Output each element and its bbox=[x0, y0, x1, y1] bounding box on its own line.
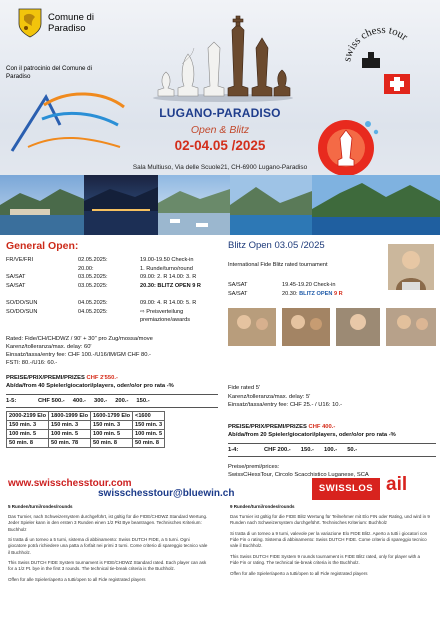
website-link[interactable]: www.swisschesstour.com bbox=[8, 478, 132, 489]
open-prizes bbox=[6, 374, 218, 390]
title-events: Open & Blitz bbox=[190, 124, 250, 136]
blitz-prizes bbox=[228, 423, 436, 439]
blitz-karenz: Karenz/tolleranza/max. delay: 5' bbox=[228, 393, 311, 400]
schedule-row: FR/VE/FRI 02.05.2025: 19.00-19.50 Check-in bbox=[6, 257, 194, 263]
title-dates: 02-04.05 /2025 bbox=[174, 138, 266, 153]
schedule-row: SA/SAT 03.05.2025: 20.30: BLITZ OPEN 9 R bbox=[6, 282, 201, 289]
schedule-row: premiazione/awards bbox=[140, 317, 191, 324]
ail-logo: ail bbox=[386, 474, 408, 495]
blitz-rounds-heading: 9 Runden/turni/rondes/rounds bbox=[230, 504, 295, 509]
open-fsti: FSTI: 80.-/U16: 60.- bbox=[6, 360, 58, 367]
schedule-row: SA/SAT 03.05.2025: 09.00: 2. R 14.00: 3. R bbox=[6, 274, 197, 281]
open-prizes-label: PREISE/PRIX/PREMI/PRIZES bbox=[6, 374, 85, 381]
blitz-prices-label: Preise/premi/prices: bbox=[228, 463, 280, 470]
open-description: 5 Runden/turni/rondes/rounds Das Turnier, nach Schweizersystem durchgeführt, ist gültig für die FIDE/CHDWZ Standard Wertung. Jeder Spieler kann in den ersten 3 Runden einen 1/2 Pkt Bye beantragen. Technisches Kriterium: Buchholz Si tratta di un torneo a 5 turni, sistema di abbinamento: Swiss DUTCH FIDE, a 5 turni. Ogni giocatore potrà richiedere una patta a forfait nei primi 3 turni. Come criterio di spareggio tecnico vale il Buchholz. This Swiss DUTCH FIDE System tournament is FIDE/CHDWZ Standard rated. Each player can ask for a 1/2 Pt. bye in the first 3 rounds. The technical tie-break criteria is the Buchholz. Offen für alle Spieler/aperto a tutti/open to all Fide registrated players bbox=[8, 504, 208, 582]
general-open-section bbox=[6, 240, 218, 448]
blitz-club: SwissCHessTour, Circolo Scacchistico Luganese, SCA bbox=[228, 472, 369, 478]
open-rules bbox=[6, 335, 218, 368]
comune-name: Comune di Paradiso bbox=[48, 12, 94, 34]
schedule-row: SA/SAT 20.30: BLITZ OPEN 9 R bbox=[228, 290, 343, 297]
blitz-subtitle: International Fide Blitz rated tournament bbox=[228, 262, 328, 268]
open-prizes-note: Ab/da/from 40 Spieler/giocatori/players, oder/o/or pro rata -% bbox=[6, 382, 174, 389]
chess-pieces-illustration bbox=[148, 8, 298, 103]
open-karenz: Karenz/tolleranza/max. delay: 60' bbox=[6, 343, 92, 350]
elo-prize-table bbox=[6, 411, 165, 448]
photo-lake-mountains bbox=[312, 175, 440, 235]
open-prizes-amount: CHF 2'550.- bbox=[86, 374, 118, 381]
coat-of-arms-icon bbox=[18, 8, 42, 38]
players-photo-strip bbox=[228, 308, 436, 346]
open-rated: Rated: Fide/CH/CHDWZ / 90' + 30'' pro Zug/mossa/move bbox=[6, 335, 153, 342]
blitz-description: 9 Runden/turni/rondes/rounds Das Turnier ist gültig für die FIDE Blitz Wertung für Teilnehmer mit Elo FIN oder Rating, und wird in 9 Runden nach Schweizersystem durchgeführt. Technisches Kriterium: Buchholz Si tratta di un torneo a 9 turni, valevole per la variazione Elo FIDE Blitz. Aperto a tutti i giocatori con Fide Fin o rating. Sistema di abbinamento: Swiss DUTCH FIDE. Come criterio di spareggio tecnico vale il Buchholz. This Swiss DUTCH FIDE System 9 rounds tournament is FIDE Blitz rated, only for player with a Fide Fin or rating. The technical tie-break criteria is the Buchholz. Offen für alle Spieler/aperto a tutti/open to all Fide registrated players bbox=[230, 504, 430, 576]
blitz-prize-row: 1-4: CHF 200.- 150.- 100.- 50.- bbox=[228, 447, 358, 453]
schedule-row bbox=[6, 290, 218, 299]
swiss-logo-text: swiss chess tour bbox=[341, 24, 410, 63]
blitz-title: Blitz Open 03.05 /2025 bbox=[228, 240, 325, 251]
open-rounds-heading: 5 Runden/turni/rondes/rounds bbox=[8, 504, 73, 509]
title-location: LUGANO-PARADISO bbox=[159, 106, 281, 120]
table-row: 100 min. 5 100 min. 5 100 min. 5 100 min. 5 bbox=[7, 430, 165, 439]
schedule-row: SO/DO/SUN 04.05.2025: 09.00: 4. R 14.00: 5. R bbox=[6, 299, 197, 306]
email-link[interactable]: swisschesstour@bluewin.ch bbox=[98, 488, 235, 499]
schedule-row: SA/SAT 19.45-19.20 Check-in bbox=[228, 282, 336, 289]
table-row: 2000-2199 Elo 1800-1999 Elo 1600-1799 Elo <1600 bbox=[7, 412, 165, 421]
player-photo bbox=[388, 244, 434, 290]
table-row: 150 min. 3 150 min. 3 150 min. 3 150 min. 3 bbox=[7, 421, 165, 430]
blitz-prizes-label: PREISE/PRIX/PREMI/PRIZES bbox=[228, 424, 307, 430]
patrocinio-text: Con il patrocinio del Comune di Paradiso bbox=[6, 65, 92, 80]
swoosh-logo-icon bbox=[8, 85, 128, 155]
blitz-rated: Fide rated 5' bbox=[228, 385, 261, 392]
schedule-row: 20.00: 1. Runde/turno/round bbox=[78, 265, 193, 272]
schedule-row: SO/DO/SUN 04.05.2025: ⇨ Preisverteilung bbox=[6, 308, 184, 315]
photo-lake-panorama bbox=[230, 175, 312, 235]
blitz-schedule bbox=[228, 281, 388, 298]
photo-lakeside-boats bbox=[158, 175, 230, 235]
svg-text:swiss chess tour bbox=[341, 24, 410, 63]
blitz-prizes-amount: CHF 400.- bbox=[308, 424, 336, 430]
open-schedule bbox=[6, 256, 218, 325]
lake-photos-strip bbox=[0, 175, 440, 235]
photo-lake-day bbox=[0, 175, 84, 235]
open-prize-row: 1-5: CHF 500.- 400.- 300.- 200.- 150.- bbox=[6, 397, 150, 404]
swisslos-logo: SWISSLOS bbox=[312, 478, 380, 500]
blitz-fee: Einsatz/tassa/entry fee: CHF 25.- / U16: 10.- bbox=[228, 401, 343, 408]
table-row: 50 min. 8 50 min. 78 50 min. 8 50 min. 8 bbox=[7, 439, 165, 448]
photo-lake-night bbox=[84, 175, 158, 235]
swiss-chess-tour-logo-icon bbox=[340, 24, 426, 108]
blitz-prizes-note: Ab/da/from 20 Spieler/giocatori/players, oder/o/or pro rata -% bbox=[228, 432, 396, 439]
venue-address: Sala Multiuso, Via delle Scuole21, CH-6900 Lugano-Paradiso bbox=[132, 164, 308, 171]
blitz-rules bbox=[228, 384, 436, 409]
general-open-title: General Open: bbox=[6, 240, 79, 252]
open-fee: Einsatz/tassa/entry fee: CHF 100.-/U16/IM/GM CHF 80.- bbox=[6, 352, 151, 359]
blitz-open-section bbox=[228, 240, 436, 479]
